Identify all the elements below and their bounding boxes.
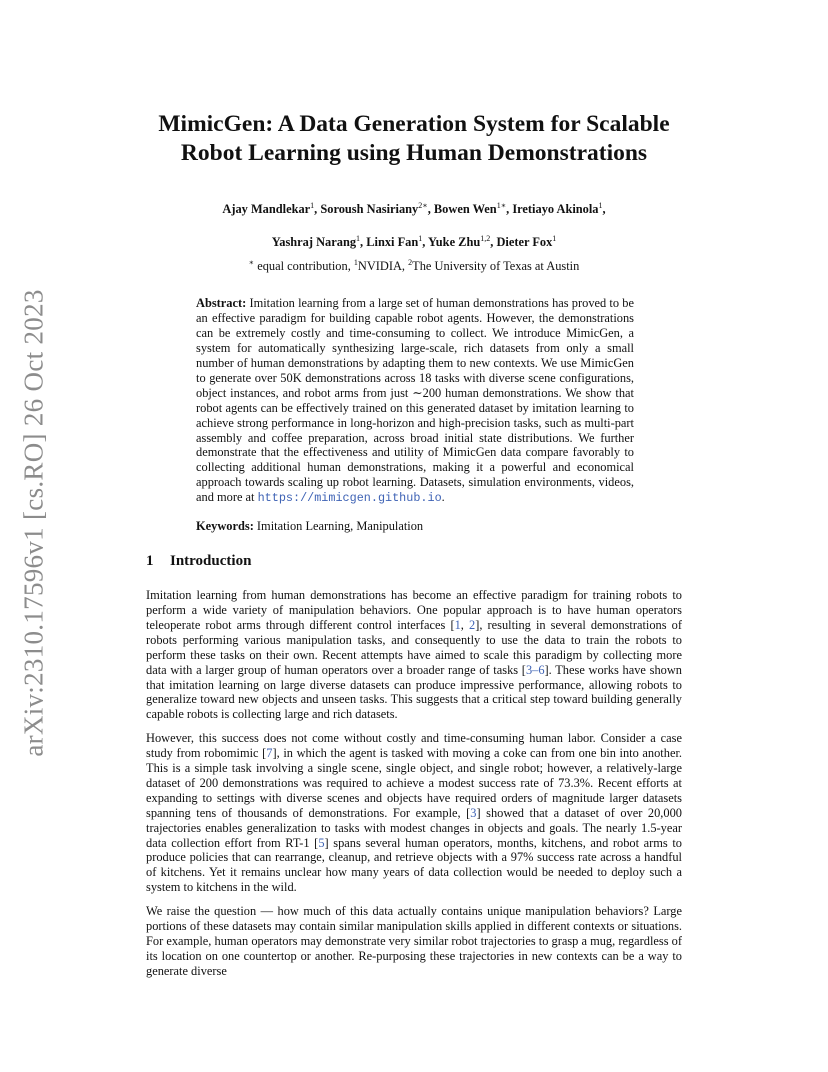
section-number: 1 (146, 553, 154, 570)
citation-link[interactable]: 5 (318, 835, 325, 850)
abstract-label: Abstract: (196, 296, 247, 311)
affiliations (146, 258, 682, 274)
author-list (146, 191, 682, 257)
equal-contribution-mark: ∗ (248, 258, 255, 268)
paper-page (146, 0, 682, 979)
author-separator: , (314, 202, 321, 217)
intro-paragraph-2 (146, 731, 682, 895)
paragraph-text: ] showed that a dataset of over 20,000 trajectories enables generalization to tasks with modest changes in objects and goals. The nearly 1.5-year data collection effort from RT-1 [ (146, 805, 682, 850)
author-name: Ajay Mandlekar (222, 202, 311, 217)
author-separator: , (506, 202, 513, 217)
paragraph-text: We raise the question — how much of this data actually contains unique manipulation behaviors? Large portions of these datasets may contain similar manipulation skills applied in different contexts or situations. For example, human operators may demonstrate very similar robot trajectories to grasp a mug, regardless of its location on one countertop or another. Re-purposing these trajectories in new contexts can be a way to generate diverse (146, 904, 682, 978)
author-affiliation-mark: 1 (310, 201, 315, 210)
author-separator: , (427, 202, 434, 217)
author-separator: , (602, 202, 606, 217)
citation-link[interactable]: 3 (470, 805, 477, 820)
affiliation-mark: 1 (353, 258, 358, 268)
paper-title (146, 110, 682, 168)
author-name: Yuke Zhu (427, 235, 481, 250)
author-name: Linxi Fan (366, 235, 419, 250)
intro-paragraph-3 (146, 904, 682, 979)
author-name: Soroush Nasiriany (320, 202, 419, 217)
author-affiliation-mark: 1,2 (480, 234, 491, 244)
keywords-text: Imitation Learning, Manipulation (253, 519, 424, 534)
paragraph-text: However, this success does not come without costly and time-consuming human labor. Consider a case study from robomimic [ (146, 731, 682, 761)
citation-link[interactable]: 1 (454, 617, 461, 632)
arxiv-id-text: arXiv:2310.17596v1 [cs.RO] 26 Oct 2023 (18, 289, 49, 757)
arxiv-sidebar-identifier (8, 288, 60, 758)
author-line-1 (146, 191, 682, 224)
abstract-text: Imitation learning from a large set of human demonstrations has proved to be an effective paradigm for building capable robot agents. However, the demonstrations can be extremely costly and time-consuming to collect. We introduce MimicGen, a system for automatically synthesizing large-scale, rich datasets from only a small number of human demonstrations by adapting them to new contexts. We use MimicGen to generate over 50K demonstrations across 18 tasks with diverse scene configurations, object instances, and robot arms from just ∼200 human demonstrations. We show that robot agents can be effectively trained on this generated dataset by imitation learning to achieve strong performance in long-horizon and high-precision tasks, such as multi-part assembly and coffee preparation, across broad initial state distributions. We further demonstrate that the effectiveness and utility of MimicGen data compare favorably to collecting additional human demonstrations, making it a powerful and economical approach towards scaling up robot learning. Datasets, simulation environments, videos, and more at (196, 296, 634, 505)
author-line-2 (146, 224, 682, 257)
equal-contribution-note: equal contribution, (254, 259, 354, 274)
author-affiliation-mark: 1 (552, 234, 557, 244)
project-url-link[interactable]: https://mimicgen.github.io (257, 491, 442, 506)
author-separator: , (360, 235, 367, 250)
affiliation-nvidia: NVIDIA, (357, 259, 409, 274)
author-affiliation-mark: 1 (598, 201, 603, 210)
author-affiliation-mark: 1∗ (496, 201, 507, 210)
paragraph-text: ] spans several human operators, months, kitchens, and robot arms to produce policies that can rearrange, cleanup, and retrieve objects with a 97% success rate across a handful of kitchens. Yet it remains unclear how many years of data collection would be needed to deploy such a system to kitchens in the wild. (146, 835, 682, 895)
author-affiliation-mark: 1 (356, 234, 361, 244)
author-separator: , (422, 235, 428, 250)
paragraph-text: ], in which the agent is tasked with moving a coke can from one bin into another. This is a simple task involving a single scene, single object, and single robot; however, a relatively-large dataset of 200 demonstrations was required to achieve a modest success rate of 73.3%. Recent efforts at expanding to settings with diverse scenes and objects have required orders of magnitude larger datasets spanning tens of thousands of demonstrations. For example, [ (146, 746, 682, 820)
section-title: Introduction (170, 553, 252, 570)
keywords-label: Keywords: (196, 519, 254, 534)
keywords (196, 519, 634, 534)
author-name: Yashraj Narang (271, 235, 357, 250)
author-affiliation-mark: 2∗ (418, 201, 428, 210)
paragraph-text: , (460, 617, 469, 632)
citation-link[interactable]: 2 (468, 617, 476, 632)
title-line-2: Robot Learning using Human Demonstrations (180, 140, 648, 166)
paragraph-text: ]. These works have shown that imitation learning on large diverse datasets can produce impressive performance, allowing robots to generalize toward new objects and unseen tasks. This suggests that a critical step toward building generally capable robots is collecting large and rich datasets. (146, 662, 682, 722)
affiliation-ut-austin: The University of Texas at Austin (412, 259, 580, 274)
paragraph-text: ], resulting in several demonstrations of robots performing various manipulation tasks, and consequently to use the data to train the robots to perform these tasks on their own. Recent attempts have aimed to scale this paradigm by collecting more data with a larger group of human operators over a broader range of tasks [ (146, 617, 682, 677)
citation-link[interactable]: 7 (266, 746, 273, 761)
author-name: Iretiayo Akinola (512, 202, 599, 217)
author-name: Dieter Fox (496, 235, 553, 250)
intro-paragraph-1 (146, 588, 682, 722)
abstract (196, 296, 634, 506)
affiliation-mark: 2 (408, 258, 413, 268)
author-separator: , (490, 235, 497, 250)
title-line-1: MimicGen: A Data Generation System for Scalable (158, 111, 670, 137)
paragraph-text: Imitation learning from human demonstrations has become an effective paradigm for training robots to perform a wide variety of manipulation behaviors. One popular approach is to have human operators teleoperate robot arms through different control interfaces [ (146, 588, 682, 632)
author-affiliation-mark: 1 (418, 234, 423, 244)
section-heading-introduction (146, 553, 682, 570)
author-name: Bowen Wen (433, 202, 497, 217)
abstract-end: . (441, 490, 445, 505)
citation-link[interactable]: 3–6 (525, 662, 545, 677)
